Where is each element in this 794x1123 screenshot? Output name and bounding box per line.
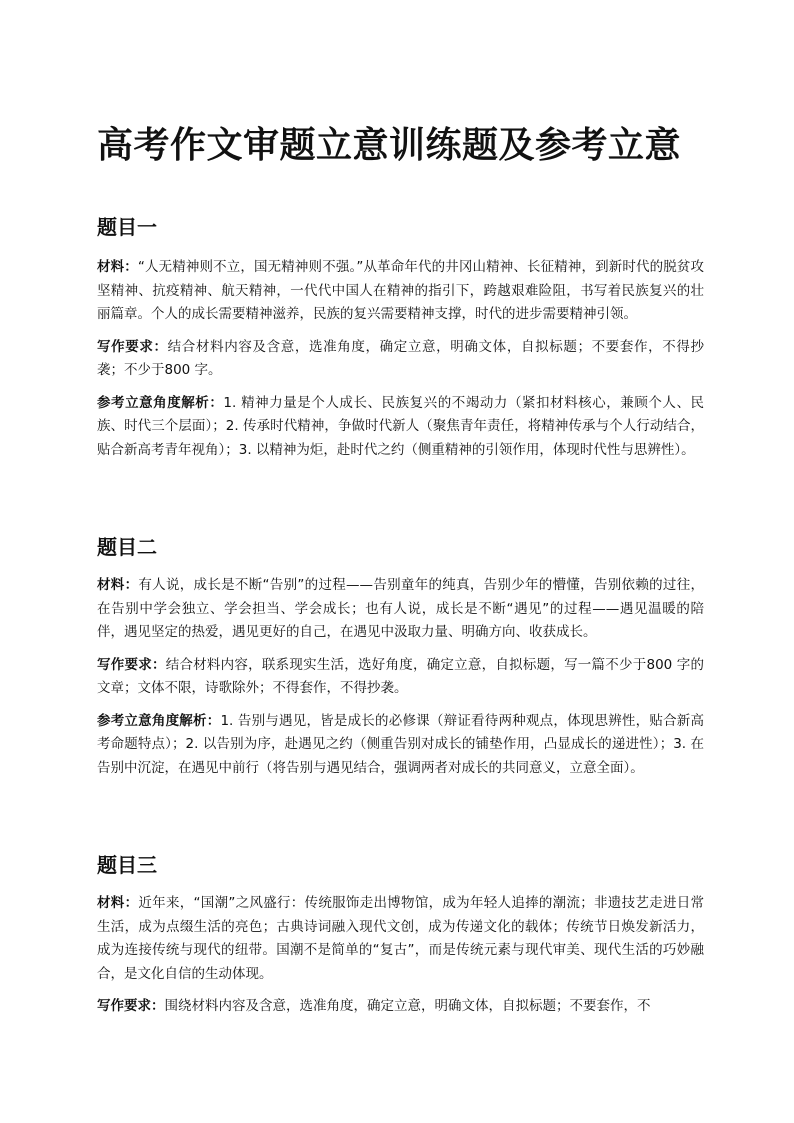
- material-text: “人无精神则不立，国无精神则不强。”从革命年代的井冈山精神、长征精神，到新时代的脱贫攻坚精神、抗疫精神、航天精神，一代代中国人在精神的指引下，跨越艰难险阻，书写着民族复兴的壮丽篇章。个人的成长需要精神滋养，民族的复兴需要精神支撑，时代的进步需要精神引领。: [97, 259, 705, 322]
- requirement-paragraph: 写作要求：结合材料内容及含意，选准角度，确定立意，明确文体，自拟标题；不要套作，不得抄袭；不少于800 字。: [97, 338, 705, 378]
- requirement-label: 写作要求: [97, 656, 152, 673]
- requirement-text: 围绕材料内容及含意，选准角度，确定立意，明确文体，自拟标题；不要套作，不: [164, 998, 651, 1014]
- angle-label: 参考立意角度解析: [97, 712, 207, 729]
- requirement-label: 写作要求: [97, 998, 151, 1014]
- material-label: 材料: [97, 259, 125, 275]
- section-heading: 题目二: [97, 535, 157, 559]
- requirement-paragraph: 写作要求：围绕材料内容及含意，选准角度，确定立意，明确文体，自拟标题；不要套作，不: [97, 998, 651, 1014]
- material-paragraph: 材料：近年来，“国潮”之风盛行：传统服饰走出博物馆，成为年轻人追捧的潮流；非遗技艺走进日常生活，成为点缀生活的亮色；古典诗词融入现代文创，成为传递文化的载体；传统节日焕发新活力，成为连接传统与现代的纽带。国潮不是简单的“复古”，而是传统元素与现代审美、现代生活的巧妙融合，是文化自信的生动体现。: [97, 895, 705, 982]
- requirement-paragraph: 写作要求：结合材料内容，联系现实生活，选好角度，确定立意，自拟标题，写一篇不少于800 字的文章；文体不限，诗歌除外；不得套作，不得抄袭。: [97, 656, 705, 696]
- material-label: 材料: [97, 577, 125, 593]
- question-section-2: [97, 533, 704, 780]
- angle-label: 参考立意角度解析: [97, 394, 210, 411]
- question-section-3: [97, 851, 704, 1019]
- section-heading: 题目一: [97, 215, 157, 239]
- question-section-1: [97, 213, 704, 462]
- requirement-text: 结合材料内容，联系现实生活，选好角度，确定立意，自拟标题，写一篇不少于800 字的文章；文体不限，诗歌除外；不得套作，不得抄袭。: [97, 656, 705, 696]
- material-paragraph: 材料：“人无精神则不立，国无精神则不强。”从革命年代的井冈山精神、长征精神，到新时代的脱贫攻坚精神、抗疫精神、航天精神，一代代中国人在精神的指引下，跨越艰难险阻，书写着民族复兴的壮丽篇章。个人的成长需要精神滋养，民族的复兴需要精神支撑，时代的进步需要精神引领。: [97, 259, 705, 322]
- angle-text: 1. 精神力量是个人成长、民族复兴的不竭动力（紧扣材料核心，兼顾个人、民族、时代三个层面）；2. 传承时代精神，争做时代新人（聚焦青年责任，将精神传承与个人行动结合，贴合新高考青年视角）；3. 以精神为炬，赴时代之约（侧重精神的引领作用，体现时代性与思辨性）。: [97, 394, 705, 458]
- angle-paragraph: 参考立意角度解析：1. 告别与遇见，皆是成长的必修课（辩证看待两种观点，体现思辨性，贴合新高考命题特点）；2. 以告别为序，赴遇见之约（侧重告别对成长的铺垫作用，凸显成长的递进性）；3. 在告别中沉淀，在遇见中前行（将告别与遇见结合，强调两者对成长的共同意义，立意全面）。: [97, 712, 705, 776]
- section-heading: 题目三: [97, 853, 157, 877]
- material-text: 近年来，“国潮”之风盛行：传统服饰走出博物馆，成为年轻人追捧的潮流；非遗技艺走进日常生活，成为点缀生活的亮色；古典诗词融入现代文创，成为传递文化的载体；传统节日焕发新活力，成为连接传统与现代的纽带。国潮不是简单的“复古”，而是传统元素与现代审美、现代生活的巧妙融合，是文化自信的生动体现。: [97, 895, 705, 982]
- material-paragraph: 材料：有人说，成长是不断“告别”的过程——告别童年的纯真，告别少年的懵懂，告别依赖的过往，在告别中学会独立、学会担当、学会成长；也有人说，成长是不断“遇见”的过程——遇见温暖的陪伴，遇见坚定的热爱，遇见更好的自己，在遇见中汲取力量、明确方向、收获成长。: [97, 577, 705, 640]
- angle-text: 1. 告别与遇见，皆是成长的必修课（辩证看待两种观点，体现思辨性，贴合新高考命题特点）；2. 以告别为序，赴遇见之约（侧重告别对成长的铺垫作用，凸显成长的递进性）；3. 在告别中沉淀，在遇见中前行（将告别与遇见结合，强调两者对成长的共同意义，立意全面）。: [97, 712, 705, 776]
- requirement-label: 写作要求: [97, 338, 154, 355]
- material-label: 材料: [97, 895, 125, 911]
- requirement-text: 结合材料内容及含意，选准角度，确定立意，明确文体，自拟标题；不要套作，不得抄袭；不少于800 字。: [97, 338, 705, 378]
- angle-paragraph: 参考立意角度解析：1. 精神力量是个人成长、民族复兴的不竭动力（紧扣材料核心，兼顾个人、民族、时代三个层面）；2. 传承时代精神，争做时代新人（聚焦青年责任，将精神传承与个人行动结合，贴合新高考青年视角）；3. 以精神为炬，赴时代之约（侧重精神的引领作用，体现时代性与思辨性）。: [97, 394, 705, 458]
- material-text: 有人说，成长是不断“告别”的过程——告别童年的纯真，告别少年的懵懂，告别依赖的过往，在告别中学会独立、学会担当、学会成长；也有人说，成长是不断“遇见”的过程——遇见温暖的陪伴，遇见坚定的热爱，遇见更好的自己，在遇见中汲取力量、明确方向、收获成长。: [97, 577, 705, 640]
- document-title: 高考作文审题立意训练题及参考立意: [97, 125, 682, 166]
